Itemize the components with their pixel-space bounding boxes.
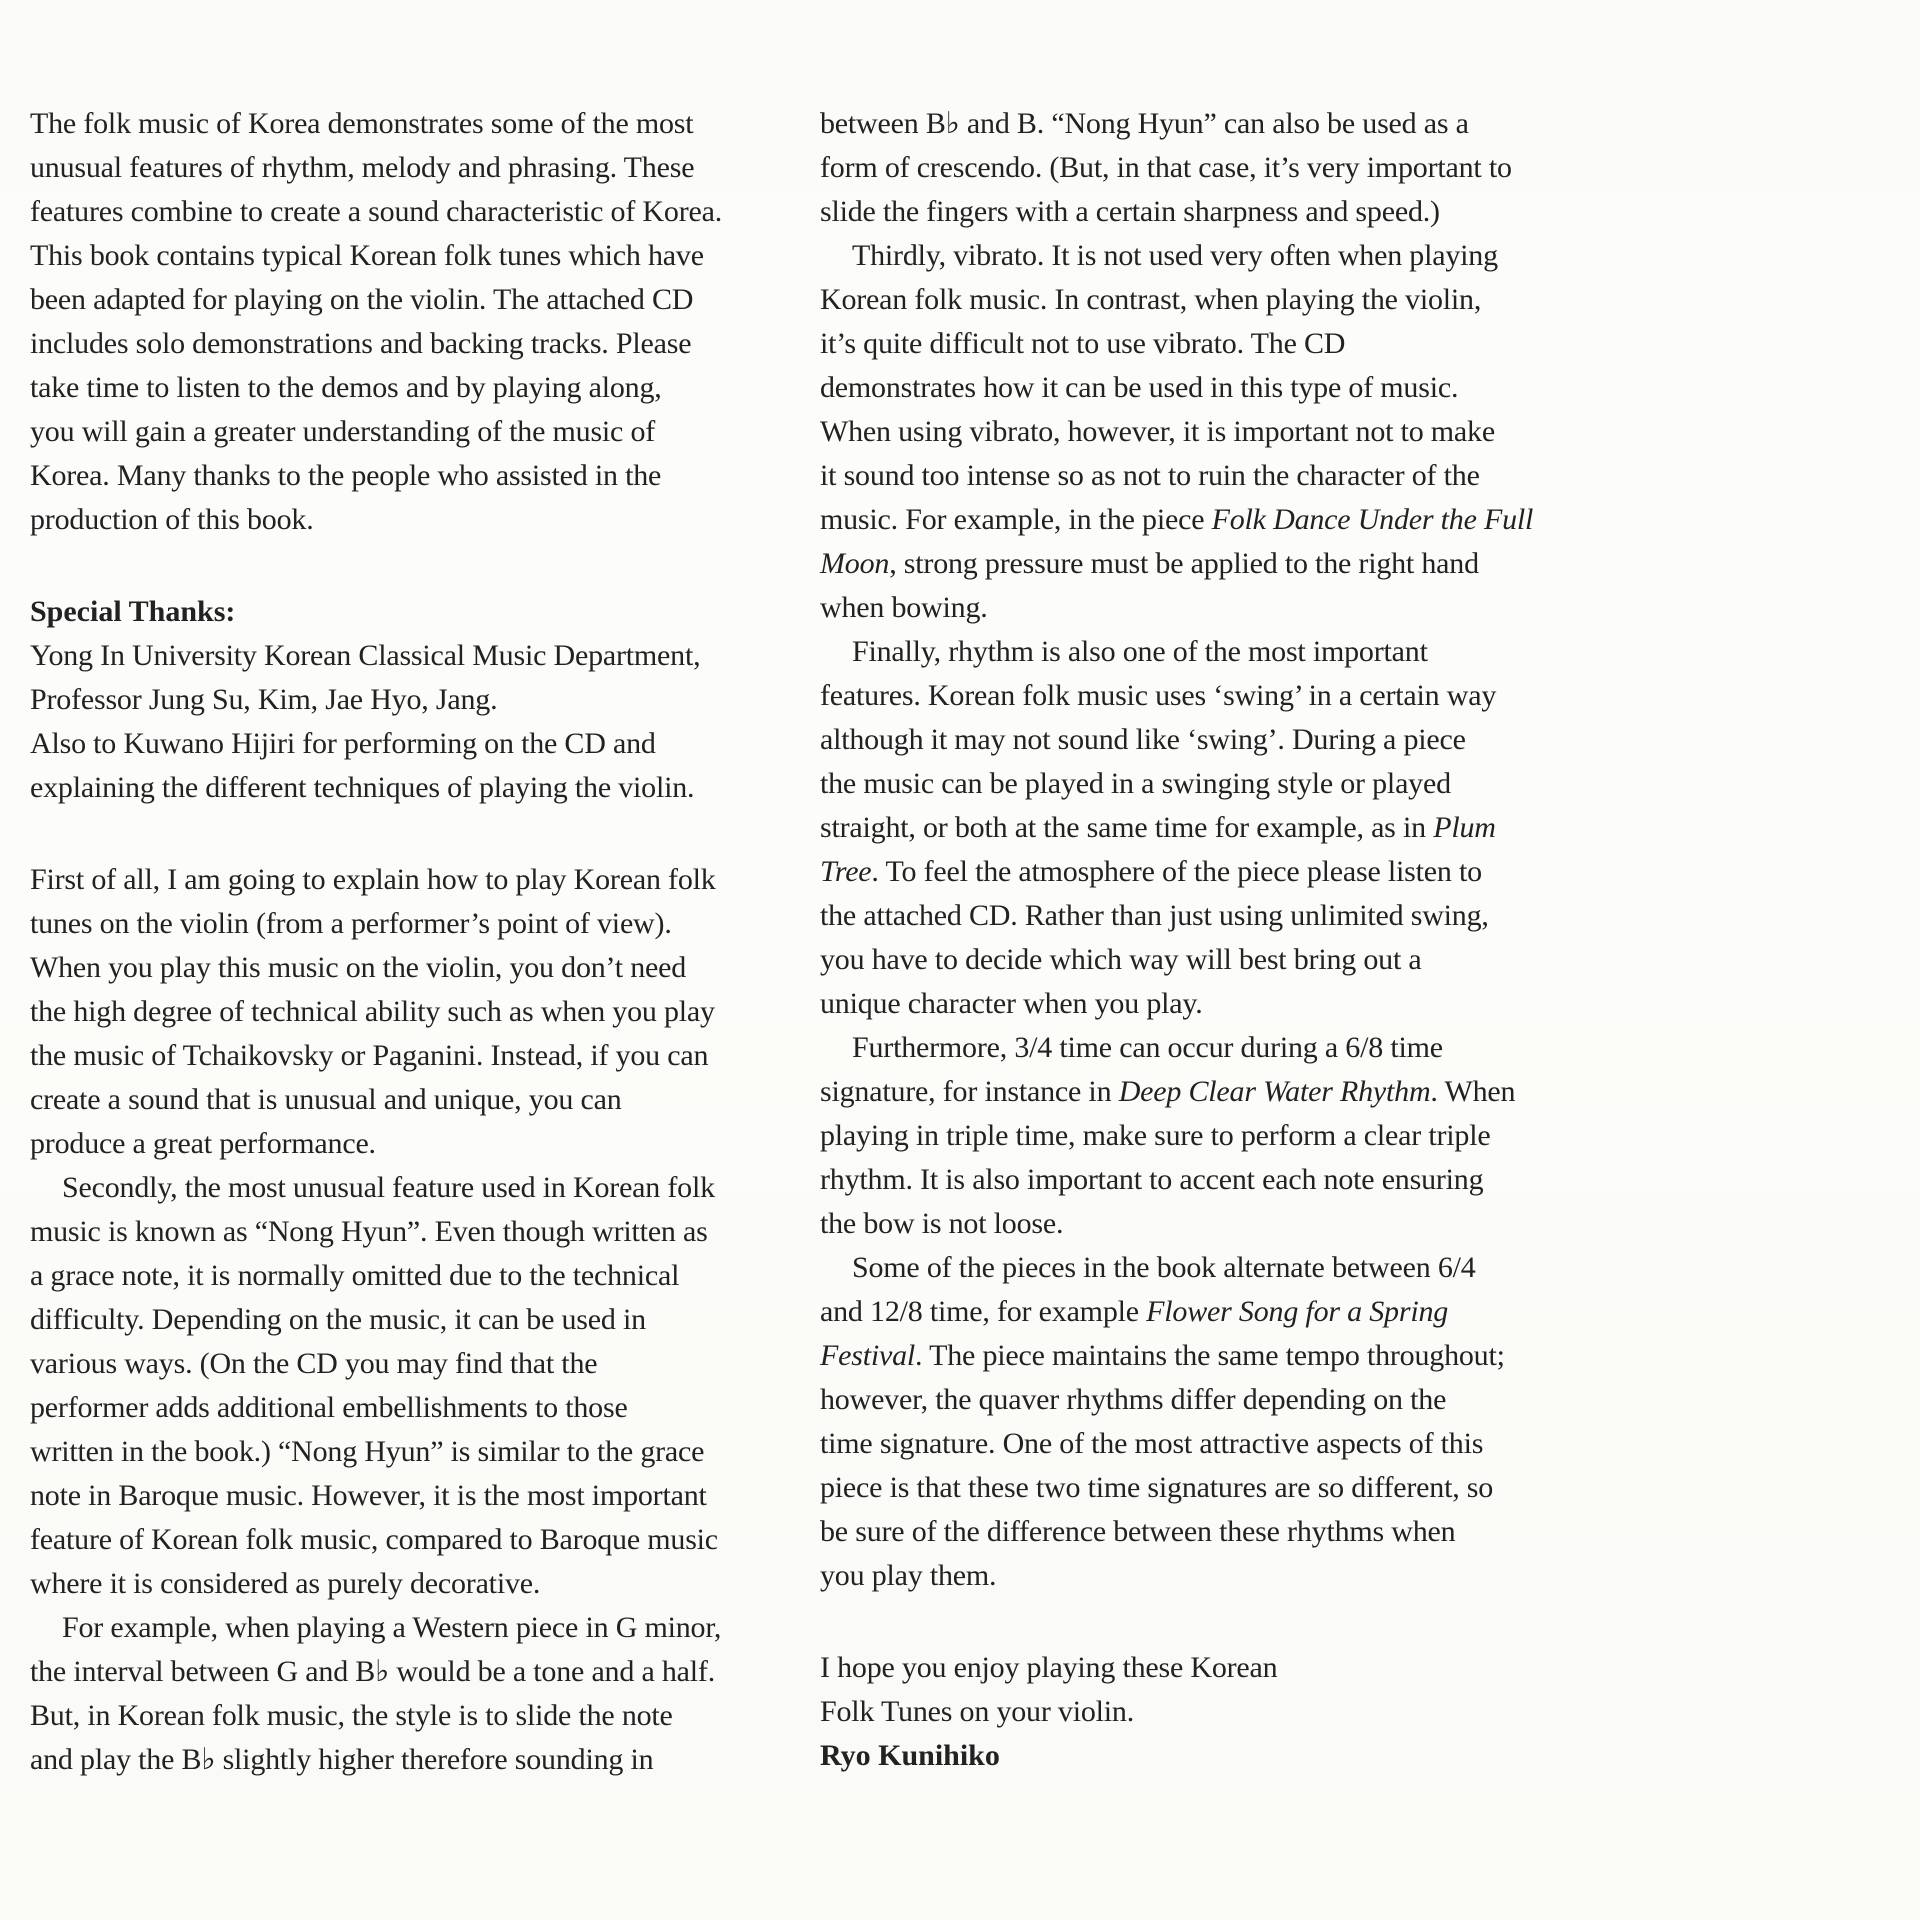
- text-line: [820, 762, 1564, 806]
- text-line: [30, 1386, 774, 1430]
- text-segment: The folk music of Korea demonstrates some of the most: [30, 107, 694, 140]
- text-segment: Yong In University Korean Classical Music Department,: [30, 639, 701, 672]
- text-segment: difficulty. Depending on the music, it can be used in: [30, 1303, 646, 1336]
- text-segment: been adapted for playing on the violin. The attached CD: [30, 283, 694, 316]
- text-segment: written in the book.) “Nong Hyun” is similar to the grace: [30, 1435, 705, 1468]
- text-segment: signature, for instance in: [820, 1075, 1119, 1108]
- text-line: [30, 1738, 774, 1782]
- text-segment: Also to Kuwano Hijiri for performing on the CD and: [30, 727, 656, 760]
- piece-title-text: Folk Dance Under the Full: [1211, 503, 1534, 536]
- text-line: [820, 586, 1564, 630]
- text-segment: , strong pressure must be applied to the right hand: [889, 547, 1479, 580]
- text-line: [30, 902, 774, 946]
- text-line: [30, 322, 774, 366]
- text-line: [30, 1078, 774, 1122]
- bold-text: Special Thanks:: [30, 595, 236, 628]
- text-segment: take time to listen to the demos and by playing along,: [30, 371, 662, 404]
- text-line: [30, 858, 774, 902]
- technique-paragraphs: [30, 858, 774, 1782]
- text-segment: you have to decide which way will best bring out a: [820, 943, 1422, 976]
- text-segment: For example, when playing a Western piece in G minor,: [62, 1611, 722, 1644]
- text-segment: Korea. Many thanks to the people who assisted in the: [30, 459, 662, 492]
- text-line: [30, 946, 774, 990]
- text-line: [820, 102, 1564, 146]
- text-line: [30, 498, 774, 542]
- text-line: [820, 366, 1564, 410]
- piece-title-text: Deep Clear Water Rhythm: [1118, 1075, 1431, 1108]
- text-line: [820, 718, 1564, 762]
- text-segment: . When: [1430, 1075, 1516, 1108]
- text-segment: features combine to create a sound characteristic of Korea.: [30, 195, 723, 228]
- text-line: [820, 1378, 1564, 1422]
- text-segment: demonstrates how it can be used in this type of music.: [820, 371, 1459, 404]
- text-segment: But, in Korean folk music, the style is to slide the note: [30, 1699, 673, 1732]
- text-segment: Some of the pieces in the book alternate between 6/4: [852, 1251, 1476, 1284]
- text-line: [30, 1254, 774, 1298]
- bold-text: Ryo Kunihiko: [820, 1739, 1000, 1772]
- text-segment: production of this book.: [30, 503, 314, 536]
- left-column: [30, 102, 774, 1782]
- text-segment: includes solo demonstrations and backing tracks. Please: [30, 327, 692, 360]
- text-segment: various ways. (On the CD you may find that the: [30, 1347, 598, 1380]
- text-segment: performer adds additional embellishments to those: [30, 1391, 628, 1424]
- text-line: [30, 634, 774, 678]
- text-line: [30, 1562, 774, 1606]
- text-segment: it’s quite difficult not to use vibrato. The CD: [820, 327, 1346, 360]
- text-segment: the attached CD. Rather than just using unlimited swing,: [820, 899, 1489, 932]
- right-column: [820, 102, 1564, 1782]
- text-line: [820, 1554, 1564, 1598]
- text-segment: the music can be played in a swinging style or played: [820, 767, 1451, 800]
- piece-title-text: Plum: [1433, 811, 1496, 844]
- text-line: [30, 1298, 774, 1342]
- text-line: [820, 454, 1564, 498]
- text-segment: Furthermore, 3/4 time can occur during a 6/8 time: [852, 1031, 1443, 1064]
- text-segment: the high degree of technical ability such as when you play: [30, 995, 715, 1028]
- text-line: [820, 1114, 1564, 1158]
- text-line: [820, 1202, 1564, 1246]
- text-line: [30, 146, 774, 190]
- text-line: [30, 722, 774, 766]
- text-segment: I hope you enjoy playing these Korean: [820, 1651, 1278, 1684]
- text-segment: This book contains typical Korean folk tunes which have: [30, 239, 704, 272]
- text-line: [30, 366, 774, 410]
- piece-title-text: Festival: [820, 1339, 916, 1372]
- text-line: [820, 322, 1564, 366]
- text-line: [30, 278, 774, 322]
- text-segment: the music of Tchaikovsky or Paganini. Instead, if you can: [30, 1039, 709, 1072]
- text-segment: . To feel the atmosphere of the piece please listen to: [871, 855, 1482, 888]
- text-segment: the bow is not loose.: [820, 1207, 1064, 1240]
- text-segment: form of crescendo. (But, in that case, it’s very important to: [820, 151, 1512, 184]
- text-line: [30, 102, 774, 146]
- text-line: [820, 542, 1564, 586]
- text-segment: however, the quaver rhythms differ depending on the: [820, 1383, 1447, 1416]
- text-segment: unusual features of rhythm, melody and phrasing. These: [30, 151, 695, 184]
- text-line: [30, 1606, 774, 1650]
- text-line: [30, 1518, 774, 1562]
- text-line: [820, 278, 1564, 322]
- text-segment: piece is that these two time signatures are so different, so: [820, 1471, 1494, 1504]
- text-segment: Folk Tunes on your violin.: [820, 1695, 1135, 1728]
- text-segment: Finally, rhythm is also one of the most important: [852, 635, 1428, 668]
- text-line: [820, 674, 1564, 718]
- text-segment: although it may not sound like ‘swing’. During a piece: [820, 723, 1466, 756]
- text-segment: create a sound that is unusual and unique, you can: [30, 1083, 622, 1116]
- text-line: [820, 1246, 1564, 1290]
- text-line: [30, 1650, 774, 1694]
- text-line: [30, 1474, 774, 1518]
- text-line: [820, 850, 1564, 894]
- piece-title-text: Flower Song for a Spring: [1146, 1295, 1449, 1328]
- text-segment: note in Baroque music. However, it is the most important: [30, 1479, 707, 1512]
- text-line: [30, 1034, 774, 1078]
- special-thanks-section: [30, 590, 774, 810]
- text-columns: [30, 102, 1564, 1782]
- text-line: [30, 234, 774, 278]
- text-segment: when bowing.: [820, 591, 988, 624]
- text-line: [820, 234, 1564, 278]
- text-segment: Professor Jung Su, Kim, Jae Hyo, Jang.: [30, 683, 498, 716]
- text-line: [820, 938, 1564, 982]
- text-line: [30, 1694, 774, 1738]
- text-segment: music. For example, in the piece: [820, 503, 1212, 536]
- text-segment: slide the fingers with a certain sharpness and speed.): [820, 195, 1440, 228]
- text-segment: time signature. One of the most attractive aspects of this: [820, 1427, 1484, 1460]
- intro-paragraph: [30, 102, 774, 542]
- text-line: [820, 1290, 1564, 1334]
- text-line: [30, 678, 774, 722]
- text-segment: Korean folk music. In contrast, when playing the violin,: [820, 283, 1482, 316]
- text-segment: When using vibrato, however, it is important not to make: [820, 415, 1495, 448]
- text-segment: where it is considered as purely decorative.: [30, 1567, 541, 1600]
- text-segment: rhythm. It is also important to accent each note ensuring: [820, 1163, 1484, 1196]
- text-line: [30, 1430, 774, 1474]
- text-segment: features. Korean folk music uses ‘swing’ in a certain way: [820, 679, 1497, 712]
- text-segment: and 12/8 time, for example: [820, 1295, 1147, 1328]
- text-line: [820, 146, 1564, 190]
- text-line: [820, 1422, 1564, 1466]
- text-line: [820, 1734, 1564, 1778]
- text-segment: First of all, I am going to explain how to play Korean folk: [30, 863, 716, 896]
- text-line: [820, 894, 1564, 938]
- text-segment: feature of Korean folk music, compared to Baroque music: [30, 1523, 718, 1556]
- text-line: [820, 1026, 1564, 1070]
- piece-title-text: Tree: [820, 855, 872, 888]
- text-line: [820, 1646, 1564, 1690]
- text-segment: you play them.: [820, 1559, 997, 1592]
- text-segment: . The piece maintains the same tempo throughout;: [915, 1339, 1505, 1372]
- text-line: [820, 1466, 1564, 1510]
- text-segment: produce a great performance.: [30, 1127, 376, 1160]
- closing-signature: [820, 1646, 1564, 1778]
- text-segment: you will gain a greater understanding of the music of: [30, 415, 656, 448]
- text-segment: the interval between G and B♭ would be a tone and a half.: [30, 1655, 716, 1688]
- text-line: [30, 410, 774, 454]
- text-segment: When you play this music on the violin, you don’t need: [30, 951, 687, 984]
- text-line: [820, 1158, 1564, 1202]
- text-line: [30, 1342, 774, 1386]
- text-line: [820, 498, 1564, 542]
- text-segment: between B♭ and B. “Nong Hyun” can also be used as a: [820, 107, 1469, 140]
- text-line: [30, 1166, 774, 1210]
- text-line: [30, 454, 774, 498]
- text-line: [820, 410, 1564, 454]
- text-segment: straight, or both at the same time for example, as in: [820, 811, 1434, 844]
- text-line: [820, 1510, 1564, 1554]
- text-line: [30, 990, 774, 1034]
- piece-title-text: Moon: [820, 547, 890, 580]
- text-line: [820, 190, 1564, 234]
- text-line: [30, 590, 774, 634]
- text-segment: tunes on the violin (from a performer’s point of view).: [30, 907, 672, 940]
- text-line: [820, 630, 1564, 674]
- text-segment: and play the B♭ slightly higher therefore sounding in: [30, 1743, 654, 1776]
- text-segment: unique character when you play.: [820, 987, 1203, 1020]
- text-line: [30, 190, 774, 234]
- text-line: [820, 982, 1564, 1026]
- text-line: [820, 1334, 1564, 1378]
- text-line: [820, 1690, 1564, 1734]
- text-line: [820, 1070, 1564, 1114]
- text-segment: it sound too intense so as not to ruin the character of the: [820, 459, 1480, 492]
- text-segment: be sure of the difference between these rhythms when: [820, 1515, 1456, 1548]
- text-segment: playing in triple time, make sure to perform a clear triple: [820, 1119, 1491, 1152]
- text-segment: explaining the different techniques of playing the violin.: [30, 771, 695, 804]
- text-line: [30, 766, 774, 810]
- text-segment: Thirdly, vibrato. It is not used very often when playing: [852, 239, 1498, 272]
- text-line: [30, 1210, 774, 1254]
- text-segment: a grace note, it is normally omitted due to the technical: [30, 1259, 680, 1292]
- technique-paragraphs-continued: [820, 102, 1564, 1598]
- text-line: [820, 806, 1564, 850]
- text-segment: Secondly, the most unusual feature used in Korean folk: [62, 1171, 715, 1204]
- text-line: [30, 1122, 774, 1166]
- text-segment: music is known as “Nong Hyun”. Even though written as: [30, 1215, 708, 1248]
